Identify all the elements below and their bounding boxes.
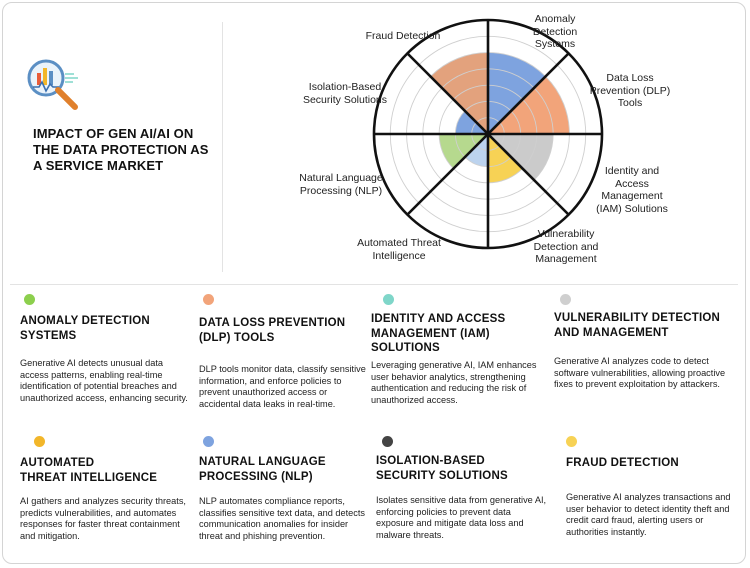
card-description: Generative AI analyzes code to detect software vulnerabilities, allowing proactive fixes to prevent exploitation by attackers. [554, 356, 726, 390]
card-color-dot [24, 294, 35, 305]
card-color-dot [560, 294, 571, 305]
radial-label: Vulnerability Detection and Management [533, 228, 599, 265]
radial-label: Natural Language Processing (NLP) [299, 172, 383, 197]
card-description: AI gathers and analyzes security threats, predicts vulnerabilities, and automates responses for faster threat containment and mitigation. [20, 496, 186, 541]
card-title: NATURAL LANGUAGE PROCESSING (NLP) [199, 456, 326, 483]
card-title: FRAUD DETECTION [566, 457, 679, 469]
radial-label: Anomaly Detection Systems [532, 13, 578, 50]
card-description: Generative AI detects unusual data access patterns, enabling real-time identification of potential breaches and unauthorized access, enhancing security. [20, 358, 188, 403]
card-description: Generative AI analyzes transactions and user behavior to detect identity theft and credit card fraud, alerting users or authorities instantly. [566, 492, 731, 537]
card-description: DLP tools monitor data, classify sensitive information, and enforce policies to prevent unauthorized access or accidental data leaks in real-time. [199, 364, 366, 409]
card-color-dot [34, 436, 45, 447]
radial-segment-diagram [370, 16, 606, 252]
card-color-dot [383, 294, 394, 305]
card-title: DATA LOSS PREVENTION (DLP) TOOLS [199, 317, 346, 344]
card-title: AUTOMATED THREAT INTELLIGENCE [20, 457, 158, 484]
card-description: Leveraging generative AI, IAM enhances user behavior analytics, strengthening authentication and reducing the risk of unauthorized access. [371, 360, 537, 405]
vertical-divider [222, 22, 223, 272]
radial-label: Automated Threat Intelligence [357, 237, 441, 262]
card-color-dot [566, 436, 577, 447]
card-title: ISOLATION-BASED SECURITY SOLUTIONS [376, 455, 508, 482]
card-description: Isolates sensitive data from generative AI, enforcing policies to prevent data exposure and mitigate data loss and malware threats. [376, 495, 547, 540]
card-title: ANOMALY DETECTION SYSTEMS [20, 315, 150, 342]
analytics-magnifier-icon [24, 56, 82, 114]
radial-label: Identity and Access Management (IAM) Solutions [596, 165, 668, 215]
radial-label: Data Loss Prevention (DLP) Tools [589, 72, 671, 109]
card-title: IDENTITY AND ACCESS MANAGEMENT (IAM) SOLUTIONS [371, 313, 506, 354]
card-color-dot [203, 436, 214, 447]
card-color-dot [203, 294, 214, 305]
card-title: VULNERABILITY DETECTION AND MANAGEMENT [554, 312, 721, 339]
card-description: NLP automates compliance reports, classifies sensitive text data, and detects communication anomalies for insider threat and phishing prevention. [199, 496, 365, 541]
radial-label: Fraud Detection [365, 30, 441, 42]
page-title: IMPACT OF GEN AI/AI ON THE DATA PROTECTION AS A SERVICE MARKET [33, 126, 209, 173]
horizontal-divider [10, 284, 738, 285]
card-color-dot [382, 436, 393, 447]
radial-label: Isolation-Based Security Solutions [302, 81, 388, 106]
